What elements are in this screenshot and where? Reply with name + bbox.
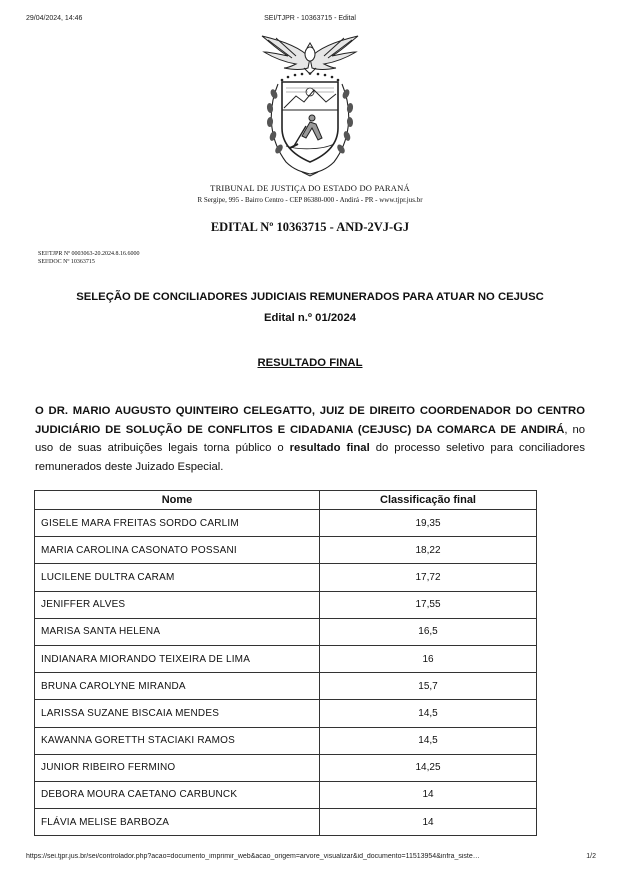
print-doc-title: SEI/TJPR - 10363715 - Edital bbox=[264, 15, 356, 22]
print-datetime: 29/04/2024, 14:46 bbox=[26, 15, 83, 22]
paragraph-text-1: , no uso de suas atribuições legais torna público o bbox=[35, 423, 586, 454]
footer-url: https://sei.tjpr.jus.br/sei/controlador.php?acao=documento_imprimir_web&acao_origem=arvore_visualizar&id_documento=11513954&infra_siste… bbox=[26, 853, 480, 860]
table-header-row bbox=[35, 491, 537, 510]
sei-doc-number: SEI!DOC Nº 10363715 bbox=[38, 259, 95, 265]
judge-intro: O DR. MARIO AUGUSTO QUINTEIRO CELEGATTO, JUIZ DE DIREITO COORDENADOR DO CENTRO JUDICIÁRIO DE SOLUÇÃO DE CONFLITOS E CIDADANIA (CEJUSC) DA COMARCA DE ANDIRÁ bbox=[35, 405, 585, 436]
candidate-score: 14,5 bbox=[320, 727, 537, 754]
selection-subtitle: Edital n.º 01/2024 bbox=[263, 312, 357, 324]
table-row bbox=[35, 618, 537, 645]
sei-process-number: SEI!TJPR Nº 0003063-20.2024.8.16.6000 bbox=[38, 251, 140, 257]
candidate-name: MARISA SANTA HELENA bbox=[35, 618, 320, 645]
candidate-score: 17,55 bbox=[320, 591, 537, 618]
candidate-score: 15,7 bbox=[320, 673, 537, 700]
court-address: R Sergipe, 995 - Bairro Centro - CEP 86380-000 - Andirá - PR - www.tjpr.jus.br bbox=[197, 196, 423, 204]
candidate-name: INDIANARA MIORANDO TEIXEIRA DE LIMA bbox=[35, 645, 320, 672]
candidate-name: JUNIOR RIBEIRO FERMINO bbox=[35, 754, 320, 781]
parana-coat-of-arms-icon bbox=[248, 28, 372, 178]
table-row bbox=[35, 754, 537, 781]
candidate-name: FLÁVIA MELISE BARBOZA bbox=[35, 809, 320, 836]
table-row bbox=[35, 727, 537, 754]
court-name: TRIBUNAL DE JUSTIÇA DO ESTADO DO PARANÁ bbox=[210, 183, 410, 193]
page-number: 1/2 bbox=[586, 853, 596, 860]
candidate-score: 14 bbox=[320, 781, 537, 808]
candidate-name: GISELE MARA FREITAS SORDO CARLIM bbox=[35, 510, 320, 537]
candidate-name: JENIFFER ALVES bbox=[35, 591, 320, 618]
candidate-name: LARISSA SUZANE BISCAIA MENDES bbox=[35, 700, 320, 727]
candidate-score: 14,25 bbox=[320, 754, 537, 781]
paragraph-text-2: do processo seletivo para conciliadores remunerados deste Juizado Especial. bbox=[35, 442, 585, 473]
result-heading bbox=[0, 357, 620, 369]
candidate-score: 14,5 bbox=[320, 700, 537, 727]
table-row bbox=[35, 700, 537, 727]
selection-title: SELEÇÃO DE CONCILIADORES JUDICIAIS REMUNERADOS PARA ATUAR NO CEJUSC bbox=[76, 291, 544, 303]
candidate-score: 14 bbox=[320, 809, 537, 836]
table-row bbox=[35, 564, 537, 591]
table-row bbox=[35, 510, 537, 537]
candidate-name: DEBORA MOURA CAETANO CARBUNCK bbox=[35, 781, 320, 808]
candidate-name: LUCILENE DULTRA CARAM bbox=[35, 564, 320, 591]
result-heading-text: RESULTADO FINAL bbox=[257, 357, 363, 369]
column-header-name: Nome bbox=[35, 491, 320, 510]
table-row bbox=[35, 537, 537, 564]
candidate-score: 19,35 bbox=[320, 510, 537, 537]
results-table bbox=[34, 490, 537, 836]
candidate-name: MARIA CAROLINA CASONATO POSSANI bbox=[35, 537, 320, 564]
candidate-score: 16,5 bbox=[320, 618, 537, 645]
column-header-classification: Classificação final bbox=[320, 491, 537, 510]
table-row bbox=[35, 645, 537, 672]
candidate-score: 18,22 bbox=[320, 537, 537, 564]
final-result-phrase: resultado final bbox=[289, 442, 370, 454]
edital-title: EDITAL Nº 10363715 - AND-2VJ-GJ bbox=[210, 220, 410, 234]
candidate-name: KAWANNA GORETTH STACIAKI RAMOS bbox=[35, 727, 320, 754]
announcement-paragraph bbox=[35, 402, 585, 476]
candidate-score: 17,72 bbox=[320, 564, 537, 591]
candidate-name: BRUNA CAROLYNE MIRANDA bbox=[35, 673, 320, 700]
table-row bbox=[35, 591, 537, 618]
table-row bbox=[35, 673, 537, 700]
table-row bbox=[35, 781, 537, 808]
table-row bbox=[35, 809, 537, 836]
candidate-score: 16 bbox=[320, 645, 537, 672]
